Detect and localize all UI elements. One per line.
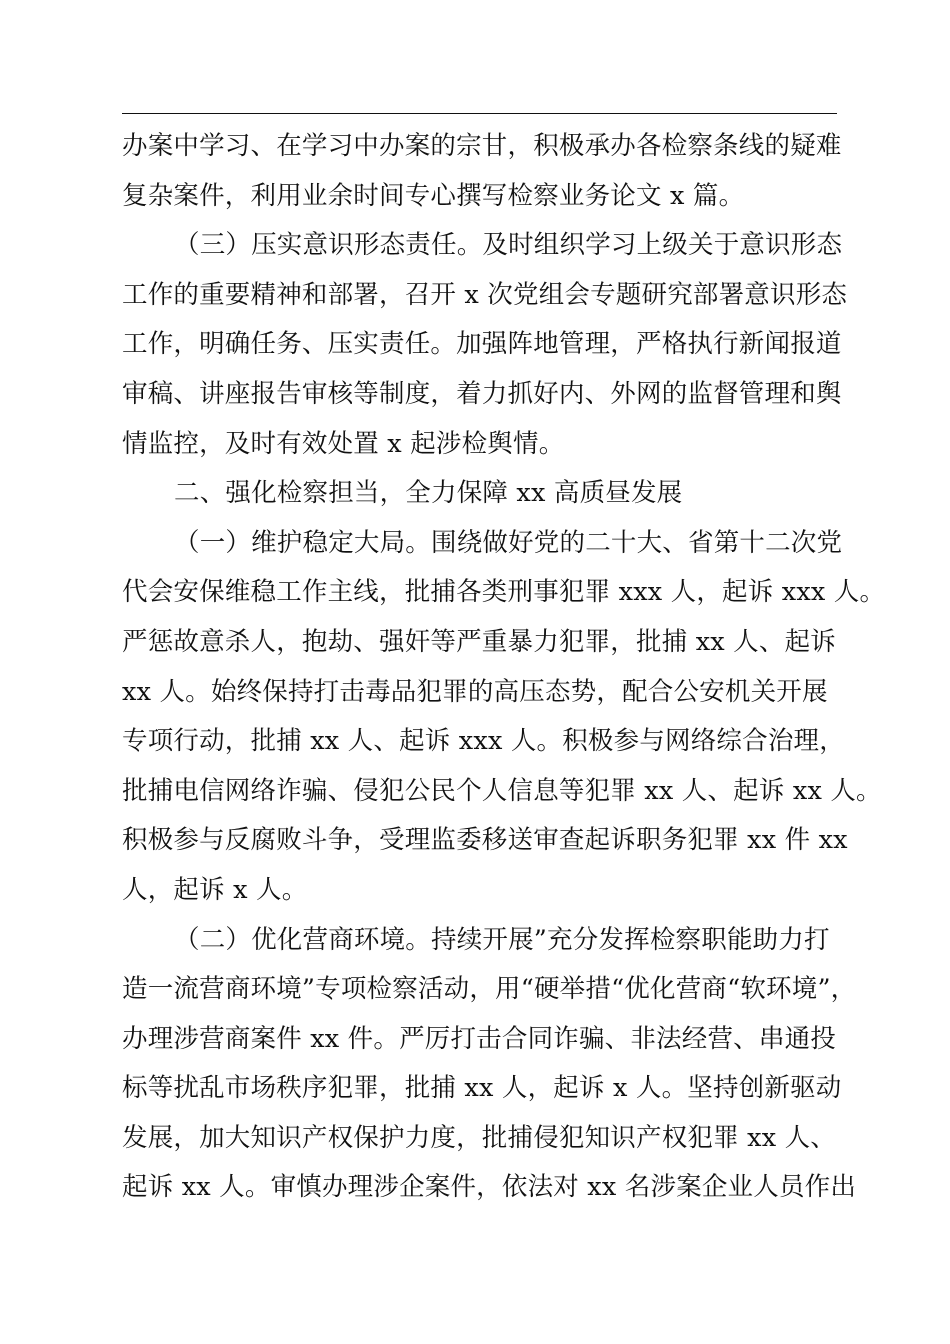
section-heading-3: （三）压实意识形态责任。及时组织学习上级关于意识形态 <box>174 230 843 261</box>
text-line: 人，起诉 x 人。 <box>122 874 308 905</box>
text-line: 情监控，及时有效处置 x 起涉检舆情。 <box>122 428 565 459</box>
text-line: 办案中学习、在学习中办案的宗甘，积极承办各检察条线的疑难 <box>122 131 842 161</box>
text-line: 专项行动，批捕 xx 人、起诉 xxx 人。积极参与网络综合治理， <box>122 726 845 757</box>
text-line: 起诉 xx 人。审慎办理涉企案件，依法对 xx 名涉案企业人员作出 <box>122 1172 857 1203</box>
text-line: 严惩故意杀人，抱劫、强奸等严重暴力犯罪，批捕 xx 人、起诉 <box>122 626 836 657</box>
section-heading-2: （二）优化营商环境。持续开展”充分发挥检察职能助力打 <box>174 924 830 955</box>
text-line: 批捕电信网络诈骗、侵犯公民个人信息等犯罪 xx 人、起诉 xx 人。 <box>122 775 882 806</box>
text-line: 复杂案件，利用业余时间专心撰写检察业务论文 x 篇。 <box>122 180 745 211</box>
text-line: 工作，明确任务、压实责任。加强阵地管理，严格执行新闻报道 <box>122 329 842 360</box>
text-line: 代会安保维稳工作主线，批捕各类刑事犯罪 xxx 人，起诉 xxx 人。 <box>122 577 886 608</box>
text-line: 办理涉营商案件 xx 件。严厉打击合同诈骗、非法经营、串通投 <box>122 1023 836 1054</box>
text-line: 工作的重要精神和部署，召开 x 次党组会专题研究部署意识形态 <box>122 279 848 310</box>
text-line: 标等扰乱市场秩序犯罪，批捕 xx 人，起诉 x 人。坚持创新驱动 <box>122 1073 842 1104</box>
text-line: xx 人。始终保持打击毒品犯罪的高压态势，配合公安机关开展 <box>122 676 828 707</box>
text-line: 造一流营商环境”专项检察活动，用“硬举措“优化营商“软环境”， <box>122 974 857 1005</box>
section-heading-1: （一）维护稳定大局。围绕做好党的二十大、省第十二次党 <box>174 527 843 558</box>
chapter-heading-2: 二、强化检察担当，全力保障 xx 高质昼发展 <box>174 478 683 509</box>
text-line: 积极参与反腐败斗争，受理监委移送审查起诉职务犯罪 xx 件 xx <box>122 825 848 856</box>
text-line: 发展，加大知识产权保护力度，批捕侵犯知识产权犯罪 xx 人、 <box>122 1122 836 1153</box>
body-text <box>122 122 886 1213</box>
text-line: 审稿、讲座报告审核等制度，着力抓好内、外网的监督管理和舆 <box>122 378 842 409</box>
header-rule <box>122 113 837 114</box>
